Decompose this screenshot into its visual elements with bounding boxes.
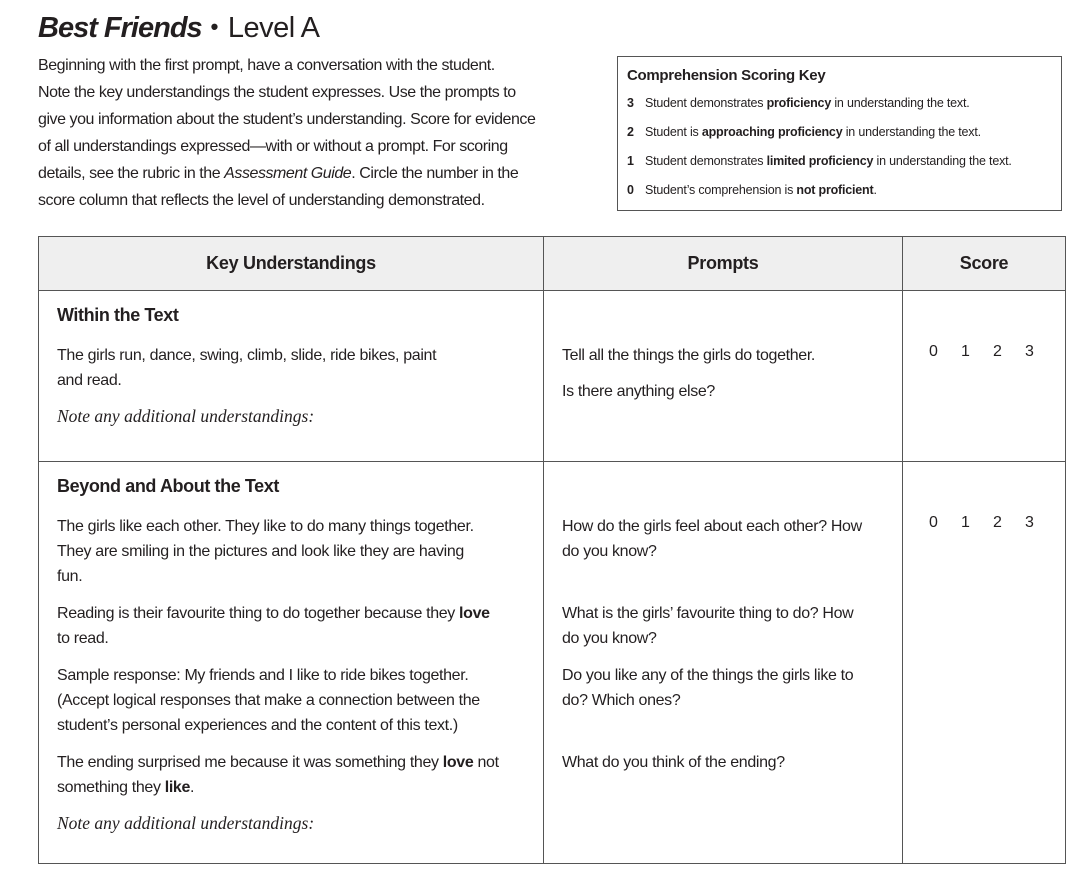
prompt: What do you think of the ending?: [562, 754, 785, 771]
section-heading: Beyond and About the Text: [57, 476, 279, 496]
score-level: limited proficiency: [766, 154, 874, 168]
score-option-2[interactable]: 2: [993, 343, 1002, 360]
prompt: [562, 514, 892, 564]
key-understandings-cell: [39, 462, 544, 864]
text-line: student’s personal experiences and the content of this text.): [57, 717, 458, 734]
page-title: [38, 8, 320, 47]
score-desc: in understanding the text.: [873, 154, 1012, 168]
table-row-beyond-text: [39, 462, 1066, 864]
score-desc: Student’s comprehension is: [645, 183, 797, 197]
scoring-key-row: [627, 118, 1053, 147]
instructions-line: Note the key understandings the student expresses. Use the prompts to: [38, 84, 516, 101]
score-number: 1: [627, 154, 634, 168]
text-line: The girls like each other. They like to do many things together.: [57, 518, 474, 535]
score-options: [929, 514, 1057, 532]
text-line: to read.: [57, 630, 109, 647]
instructions-line: give you information about the student’s understanding. Score for evidence: [38, 111, 536, 128]
key-understanding: [57, 514, 537, 589]
text-line: do? Which ones?: [562, 692, 681, 709]
text-line: do you know?: [562, 630, 657, 647]
score-number: 0: [627, 183, 634, 197]
text-line: and read.: [57, 372, 122, 389]
score-cell: [903, 462, 1066, 864]
score-number: 3: [627, 96, 634, 110]
emphasis: love: [442, 754, 474, 771]
prompts-cell: [544, 291, 903, 462]
title-bullet: •: [210, 14, 218, 39]
score-desc: Student demonstrates: [645, 96, 767, 110]
prompt: Is there anything else?: [562, 383, 715, 400]
emphasis: love: [459, 605, 490, 622]
table-row-within-text: [39, 291, 1066, 462]
scoring-key-row: [627, 147, 1053, 176]
text-line: The girls run, dance, swing, climb, slide, ride bikes, paint: [57, 347, 437, 364]
scoring-key-title: Comprehension Scoring Key: [627, 67, 826, 84]
book-title: Best Friends: [38, 12, 202, 44]
assessment-table: [38, 236, 1066, 864]
instructions-line: [38, 160, 598, 187]
score-options: [929, 343, 1057, 361]
score-desc: .: [873, 183, 877, 197]
scoring-key-row: [627, 89, 1053, 118]
score-desc: in understanding the text.: [842, 125, 981, 139]
text-span: Reading is their favourite thing to do together because they: [57, 605, 460, 622]
emphasis: like: [164, 779, 191, 796]
text-span: not: [473, 754, 499, 771]
score-option-1[interactable]: 1: [961, 514, 970, 531]
text-line: Do you like any of the things the girls like to: [562, 667, 854, 684]
section-heading: Within the Text: [57, 305, 179, 325]
additional-understandings-note: Note any additional understandings:: [57, 406, 315, 426]
score-option-0[interactable]: 0: [929, 514, 938, 531]
text-line: What is the girls’ favourite thing to do? How: [562, 605, 854, 622]
score-number: 2: [627, 125, 634, 139]
header-key-understandings: Key Understandings: [39, 237, 544, 291]
score-desc: Student demonstrates: [645, 154, 767, 168]
text-span: The ending surprised me because it was something they: [57, 754, 443, 771]
instructions-text: details, see the rubric in the: [38, 165, 225, 182]
prompt: [562, 663, 892, 713]
text-span: .: [190, 779, 195, 796]
additional-understandings-note: Note any additional understandings:: [57, 813, 315, 833]
level-label: Level A: [227, 12, 320, 44]
text-line: [57, 750, 537, 775]
text-line: [57, 601, 537, 626]
table-header-row: [39, 237, 1066, 291]
text-line: They are smiling in the pictures and look like they are having: [57, 543, 464, 560]
key-understanding: [57, 601, 537, 651]
prompt: Tell all the things the girls do together.: [562, 347, 816, 364]
score-level: approaching proficiency: [701, 125, 843, 139]
key-understanding: [57, 343, 537, 393]
score-option-2[interactable]: 2: [993, 514, 1002, 531]
instructions-paragraph: [38, 52, 598, 214]
scoring-key-row: [627, 176, 1053, 205]
text-line: (Accept logical responses that make a connection between the: [57, 692, 480, 709]
key-understanding: [57, 663, 537, 738]
header-score: Score: [903, 237, 1066, 291]
text-line: fun.: [57, 568, 83, 585]
score-option-3[interactable]: 3: [1025, 343, 1034, 360]
score-level: proficiency: [766, 96, 832, 110]
key-understanding: [57, 750, 537, 800]
text-line: do you know?: [562, 543, 657, 560]
instructions-line: score column that reflects the level of understanding demonstrated.: [38, 192, 485, 209]
header-prompts: Prompts: [544, 237, 903, 291]
assessment-guide-reference: Assessment Guide: [224, 165, 352, 182]
score-desc: in understanding the text.: [831, 96, 970, 110]
score-option-1[interactable]: 1: [961, 343, 970, 360]
text-span: something they: [57, 779, 165, 796]
key-understandings-cell: [39, 291, 544, 462]
instructions-text: . Circle the number in the: [351, 165, 519, 182]
score-level: not proficient: [796, 183, 874, 197]
prompts-cell: [544, 462, 903, 864]
instructions-line: Beginning with the first prompt, have a conversation with the student.: [38, 57, 495, 74]
score-cell: [903, 291, 1066, 462]
score-option-3[interactable]: 3: [1025, 514, 1034, 531]
text-line: How do the girls feel about each other? How: [562, 518, 862, 535]
instructions-line: of all understandings expressed—with or without a prompt. For scoring: [38, 138, 508, 155]
prompt: [562, 601, 892, 651]
text-line: [57, 775, 537, 800]
text-line: Sample response: My friends and I like to ride bikes together.: [57, 667, 469, 684]
score-option-0[interactable]: 0: [929, 343, 938, 360]
comprehension-scoring-key: [617, 56, 1062, 211]
score-desc: Student is: [645, 125, 702, 139]
